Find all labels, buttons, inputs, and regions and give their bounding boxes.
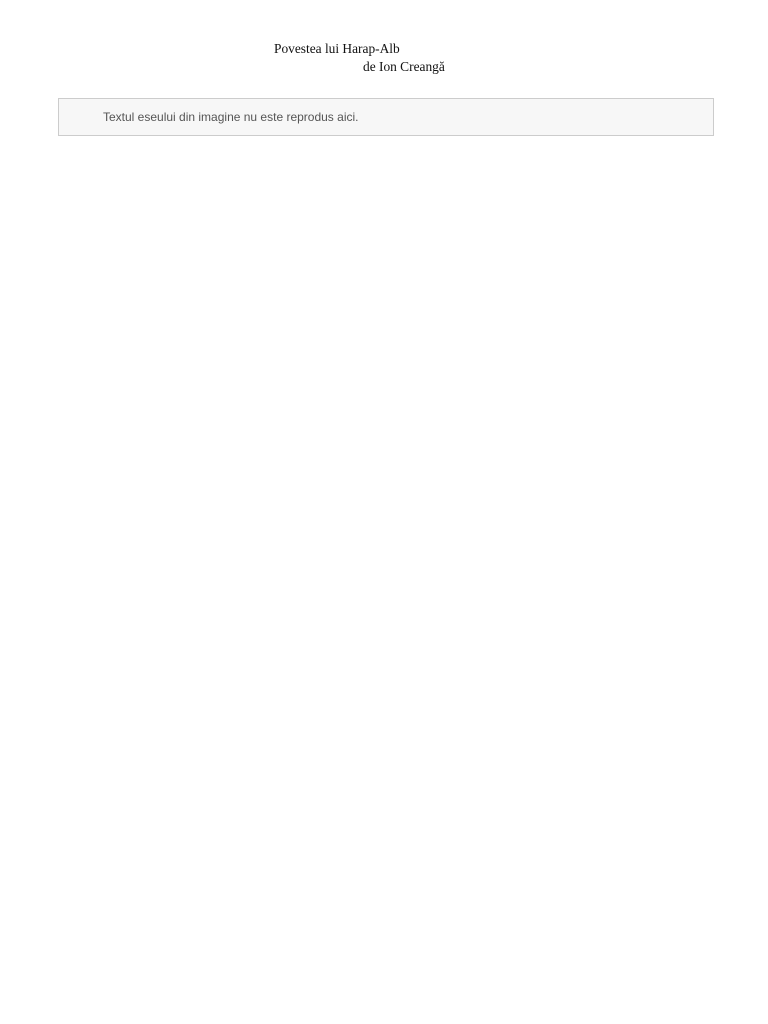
document-body xyxy=(58,98,714,136)
document-title: Povestea lui Harap-Alb xyxy=(274,41,400,56)
document-author: de Ion Creangă xyxy=(363,59,445,74)
title-block xyxy=(58,40,714,80)
omitted-text-notice: Textul eseului din imagine nu este reprodus aici. xyxy=(58,98,714,136)
